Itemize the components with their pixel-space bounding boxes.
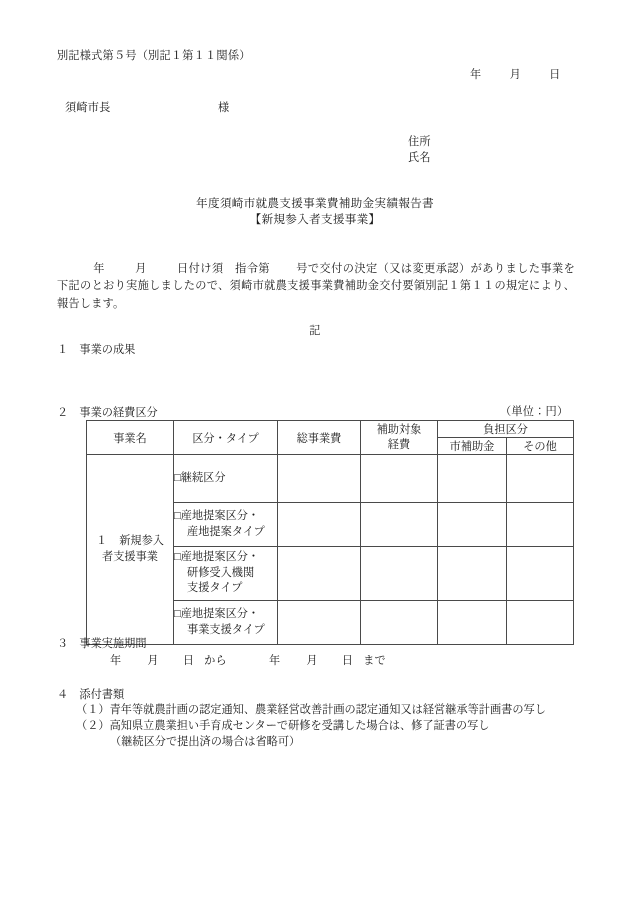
cell-category-type-4[interactable]	[174, 601, 278, 645]
cell-subsidy-target-3[interactable]	[361, 547, 438, 601]
business-name-line2: 者支援事業	[102, 550, 158, 563]
business-name-line1: 新規参入	[119, 535, 164, 548]
attachment-item-1: （１）青年等就農計画の認定通知、農業経営改善計画の認定通知又は経営継承等計画書の写し	[76, 704, 546, 716]
cell-subsidy-target-2[interactable]	[361, 503, 438, 547]
preamble-day-label: 日付け須 指令第	[176, 263, 270, 275]
checkbox-option-label-3-line2: 研修受入機関	[187, 566, 255, 579]
table-header-row-1	[87, 421, 574, 438]
business-number: １	[96, 535, 108, 548]
attachment-item-3-note: （継続区分で提出済の場合は省略可）	[110, 736, 301, 748]
preamble-number-label: 号で交付の決定（又は変更承認）がありました事業を下記の	[57, 263, 576, 293]
th-subsidy-target-cost-line2: 経費	[387, 438, 411, 451]
th-category-type: 区分・タイプ	[174, 421, 278, 455]
period-start-month: 月	[147, 655, 159, 667]
checkbox-option-label-2: □産地提案区分・	[174, 509, 260, 522]
cell-city-subsidy-1[interactable]	[438, 455, 507, 503]
cell-other-1[interactable]	[507, 455, 574, 503]
section-3-heading: ３ 事業実施期間	[57, 638, 147, 650]
period-end-day: 日	[341, 655, 354, 667]
section-4-heading: ４ 添付書類	[57, 689, 125, 701]
checkbox-option-label-3-line3: 支援タイプ	[187, 582, 243, 595]
period-start-day: 日	[182, 655, 195, 667]
checkbox-option-label-4-line2: 事業支援タイプ	[187, 623, 265, 636]
checkbox-option-label-4: □産地提案区分・	[174, 607, 260, 620]
period-from-label: から	[204, 655, 227, 667]
unit-note: （単位：円）	[500, 406, 569, 418]
checkbox-option-label-3: □産地提案区分・	[174, 550, 260, 563]
cell-total-cost-1[interactable]	[278, 455, 361, 503]
cell-subsidy-target-1[interactable]	[361, 455, 438, 503]
cell-total-cost-3[interactable]	[278, 547, 361, 601]
cell-category-type-2[interactable]	[174, 503, 278, 547]
cell-other-3[interactable]	[507, 547, 574, 601]
th-business-name: 事業名	[87, 421, 174, 455]
period-end-year: 年	[268, 655, 281, 667]
th-subsidy-target-cost	[361, 421, 438, 455]
cell-other-2[interactable]	[507, 503, 574, 547]
period-to-label: まで	[363, 655, 386, 667]
th-other: その他	[507, 438, 574, 455]
period-start-year: 年	[110, 655, 122, 667]
preamble-year-label: 年	[93, 263, 105, 275]
period-end-month: 月	[306, 655, 318, 667]
addressee-honorific-label: 様	[218, 102, 230, 114]
cost-division-table	[86, 420, 574, 645]
preamble-line2: とおり実施しましたので、須崎市就農支援事業費補助金交付要領別記１第１１の規定により、報告し	[57, 280, 575, 310]
submitter-address-label: 住所	[408, 136, 431, 148]
checkbox-option-label-1: □継続区分	[174, 471, 226, 484]
preamble-paragraph	[57, 261, 575, 313]
th-total-cost: 総事業費	[278, 421, 361, 455]
ki-mark: 記	[309, 325, 321, 337]
table-row	[87, 455, 574, 503]
submitter-name-label: 氏名	[408, 152, 431, 164]
cell-category-type-1[interactable]	[174, 455, 278, 503]
section-2-heading: ２ 事業の経費区分	[57, 407, 158, 419]
implementation-period-line	[110, 653, 386, 669]
cell-business-name	[87, 455, 174, 645]
addressee-label: 須崎市長	[65, 102, 111, 114]
cell-category-type-3[interactable]	[174, 547, 278, 601]
cell-subsidy-target-4[interactable]	[361, 601, 438, 645]
preamble-line3: ます。	[91, 297, 125, 310]
section-1-heading: １ 事業の成果	[57, 344, 136, 356]
cell-city-subsidy-2[interactable]	[438, 503, 507, 547]
preamble-month-label: 月	[134, 263, 147, 275]
submission-date-line: 年 月 日	[470, 69, 563, 81]
document-subtitle: 【新規参入者支援事業】	[249, 213, 381, 226]
cell-city-subsidy-3[interactable]	[438, 547, 507, 601]
checkbox-option-label-2-line2: 産地提案タイプ	[187, 525, 265, 538]
cell-total-cost-2[interactable]	[278, 503, 361, 547]
attachment-item-2: （２）高知県立農業担い手育成センターで研修を受講した場合は、修了証書の写し	[76, 720, 490, 732]
th-burden-division: 負担区分	[438, 421, 574, 438]
th-city-subsidy: 市補助金	[438, 438, 507, 455]
th-subsidy-target-cost-line1: 補助対象	[376, 423, 422, 436]
form-code-label: 別記様式第５号（別記１第１１関係）	[57, 50, 251, 62]
document-title: 年度須崎市就農支援事業費補助金実績報告書	[196, 197, 434, 210]
cell-total-cost-4[interactable]	[278, 601, 361, 645]
cell-other-4[interactable]	[507, 601, 574, 645]
cell-city-subsidy-4[interactable]	[438, 601, 507, 645]
